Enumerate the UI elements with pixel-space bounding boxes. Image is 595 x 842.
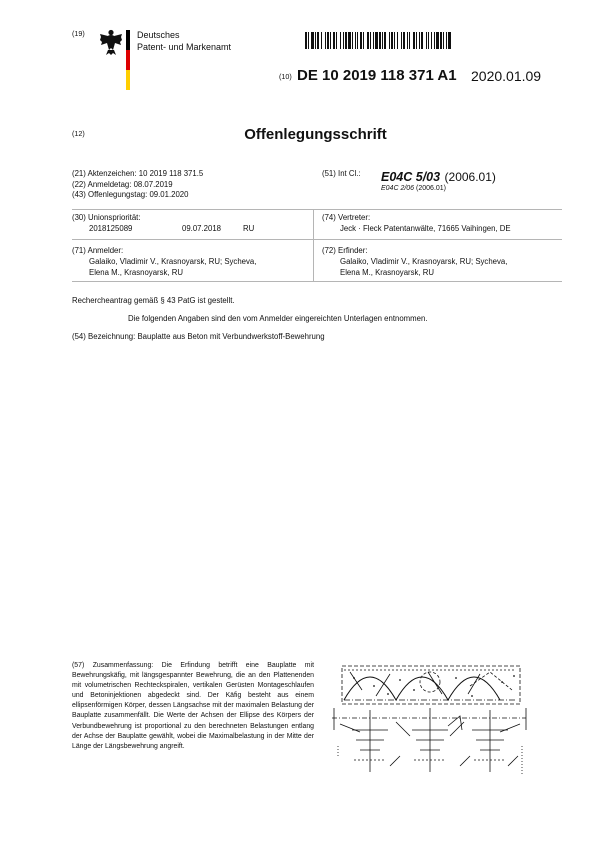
barcode — [305, 32, 551, 49]
office-name-line2: Patent- und Markenamt — [137, 42, 232, 52]
document-type-title: Offenlegungsschrift — [244, 126, 387, 143]
representative-label: (74) Vertreter: — [322, 213, 371, 222]
ipc-main-class: E04C 5/03 — [381, 170, 441, 184]
applicant-names: Galaiko, Vladimir V., Krasnoyarsk, RU; Sycheva, Elena M., Krasnoyarsk, RU — [89, 257, 257, 277]
biblio-left — [72, 169, 203, 201]
inid-code-10: (10) — [279, 72, 292, 81]
ipc-label: (51) Int Cl.: — [322, 169, 361, 178]
abstract-text: Zusammenfassung: Die Erfindung betrifft eine Bauplatte mit Bewehrungskäfig, mit längsgespannter Bewehrung, die an den Plattenenden mit volumetrischen Rechteckspiralen, vertikalen Gerüsten Montageschlaufen und Betoninjektionen abgedeckt sind. Der Käfig besteht aus einem ellipsenförmigen Körper, dessen Längsachse mit der maximalen Belastung der Bauplatte zusammenfällt. Die Werte der Achsen der Ellipse des Körpers der Verbundbewehrung ist proportional zu den berechneten Belastungen entlang der Achse der Bauplatte gewählt, wobei die Maximalbelastung in der Mitte der Länge der Längsbewehrung angreift. — [72, 662, 314, 750]
biblio-row-43: (43) Offenlegungstag: 09.01.2020 — [72, 190, 189, 199]
barcode-stripe — [451, 32, 453, 49]
publication-date: 2020.01.09 — [471, 68, 542, 84]
designation: (54) Bezeichnung: Bauplatte aus Beton mit Verbundwerkstoff-Bewehrung — [72, 332, 325, 341]
priority-country: RU — [243, 224, 255, 233]
biblio-row-21: (21) Aktenzeichen: 10 2019 118 371.5 — [72, 169, 204, 178]
divider-bottom — [72, 281, 562, 282]
priority-label: (30) Unionspriorität: — [72, 213, 141, 222]
column-divider — [313, 209, 314, 281]
eagle-icon — [99, 28, 123, 56]
inventor-names: Galaiko, Vladimir V., Krasnoyarsk, RU; Sycheva, Elena M., Krasnoyarsk, RU — [340, 257, 508, 277]
priority-number: 2018125089 — [89, 224, 133, 233]
disclaimer-note: Die folgenden Angaben sind den vom Anmelder eingereichten Unterlagen entnommen. — [128, 314, 428, 323]
german-flag-bar — [126, 30, 130, 90]
ipc-main — [381, 168, 496, 186]
inid-code-12: (12) — [72, 129, 85, 138]
inventor-label: (72) Erfinder: — [322, 246, 368, 255]
biblio-row-22: (22) Anmeldetag: 08.07.2019 — [72, 179, 173, 189]
patent-drawing — [330, 660, 530, 780]
ipc-main-version: (2006.01) — [444, 170, 496, 184]
reinforcement-curve — [344, 677, 500, 700]
office-name-line1: Deutsches — [137, 30, 180, 40]
applicant-label: (71) Anmelder: — [72, 246, 124, 255]
representative-text: Jeck · Fleck Patentanwälte, 71665 Vaihingen, DE — [340, 224, 511, 233]
abstract: (57) Zusammenfassung: Die Erfindung betrifft eine Bauplatte mit Bewehrungskäfig, mit längsgespannter Bewehrung, die an den Plattenenden mit volumetrischen Rechteckspiralen, vertikalen Gerüsten Montageschlaufen und Betoninjektionen abgedeckt sind. Der Käfig besteht aus einem ellipsenförmigen Körper, dessen Längsachse mit der maximalen Belastung der Bauplatte zusammenfällt. Die Werte der Achsen der Ellipse des Körpers der Verbundbewehrung ist proportional zu den berechneten Belastungen entlang der Achse der Bauplatte gewählt, wobei die Maximalbelastung in der Mitte der Länge der Längsbewehrung angreift. — [72, 662, 314, 750]
office-name — [137, 29, 231, 53]
search-request-note: Rechercheantrag gemäß § 43 PatG ist gestellt. — [72, 296, 235, 305]
ipc-secondary: E04C 2/06 (2006.01) — [381, 185, 447, 192]
divider-top — [72, 209, 562, 210]
priority-date: 09.07.2018 — [182, 224, 222, 233]
divider-middle — [72, 239, 562, 240]
publication-number: DE 10 2019 118 371 A1 — [297, 67, 457, 84]
inid-code-19: (19) — [72, 29, 85, 38]
